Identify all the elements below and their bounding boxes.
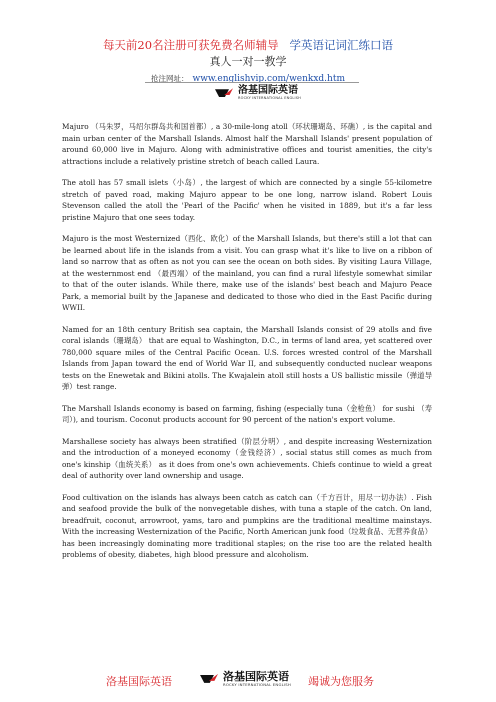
paragraph: Named for an 18th century British sea captain, the Marshall Islands consist of 29 atolls and five coral islands（珊瑚岛） that are equal to Washington, D.C., in terms of land area, yet scattered over 780,000 square miles of the Central Pacific Ocean. U.S. forces wrested control of the Marshall Islands from Japan toward the end of World War II, and subsequently conducted nuclear weapons tests on the Enewetak and Bikini atolls. The Kwajalein atoll still hosts a US ballistic missile（弹道导弹）test range. [62,324,432,391]
promo-text-secondary: 学英语记词汇练口语 [289,38,394,52]
paragraph: Food cultivation on the islands has always been catch as catch can（千方百计，用尽一切办法）. Fish and seafood provide the bulk of the nonvegetable dishes, with tuna a staple of the catch. On land, breadfruit, coconut, arrowroot, yams, taro and pumpkins are the traditional mealtime mainstays. With the increasing Westernization of the Pacific, North American junk food（垃圾食品、无营养食品）has been increasingly dominating more traditional staples; on the rise too are the related health problems of obesity, diabetes, high blood pressure and alcoholism. [62,492,432,559]
header-divider [145,82,359,83]
footer-logo [200,671,291,687]
brand-mark-icon [215,88,235,98]
paragraph: The atoll has 57 small islets（小岛）, the largest of which are connected by a single 55-kilometre stretch of paved road, making Majuro appear to be one long, narrow island. Robert Louis Stevenson called the atoll the 'Pearl of the Pacific' when he visited in 1889, but it's a far less pristine Majuro that one sees today. [62,178,432,222]
paragraph: The Marshall Islands economy is based on farming, fishing (especially tuna（金枪鱼） for sushi （寿司）), and tourism. Coconut products account for 90 percent of the nation's export volume. [62,403,432,424]
promo-line [0,38,496,53]
url-line [0,73,496,85]
logo-cn-text: 洛基国际英语 [238,85,298,96]
url-label: 抢注网址： [151,74,189,83]
subtitle: 真人一对一教学 [209,55,287,68]
promo-text: 每天前20名注册可获免费名师辅导 [102,38,279,52]
paragraph: Majuro （马朱罗，马绍尔群岛共和国首都）, a 30-mile-long atoll（环状珊瑚岛、环礁）, is the capital and main urban center of the Marshall Islands. Almost half the Marshall Islands' present population of around 60,000 live in Majuro. Along with administrative offices and tourist amenities, the city's attractions include a relatively pristine stretch of beach called Laura. [62,122,432,166]
logo-en-text: ROCKY INTERNATIONAL ENGLISH [238,96,302,100]
article-body [62,121,432,571]
logo-cn-text: 洛基国际英语 [223,670,289,683]
footer-slogan: 竭诚为您服务 [308,675,374,688]
page-header [0,38,496,85]
footer-brand: 洛基国际英语 [106,675,172,688]
logo-en-text: ROCKY INTERNATIONAL ENGLISH [223,682,291,687]
header-logo [215,86,301,101]
paragraph: Majuro is the most Westernized（西化、欧化）of the Marshall Islands, but there's still a lot that can be learned about life in the islands from a visit. You can grasp what it's like to live on a ribbon of land so narrow that as often as not you can see the ocean on both sides. By visiting Laura Village, at the westernmost end （最西端）of the mainland, you can find a rural lifestyle somewhat similar to that of the outer islands. While there, make use of the islands' best beach and Majuro Peace Park, a memorial built by the Japanese and dedicated to those who died in the East Pacific during WWII. [62,234,432,312]
paragraph: Marshallese society has always been stratified（阶层分明）, and despite increasing Westernization and the introduction of a moneyed economy（金钱经济）, social status still comes as much from one's kinship（血统关系） as it does from one's own achievements. Chiefs continue to wield a great deal of authority over land ownership and usage. [62,436,432,480]
signup-link[interactable]: www.englishvip.com/wenkxd.htm [192,74,345,84]
brand-mark-icon [200,674,220,684]
